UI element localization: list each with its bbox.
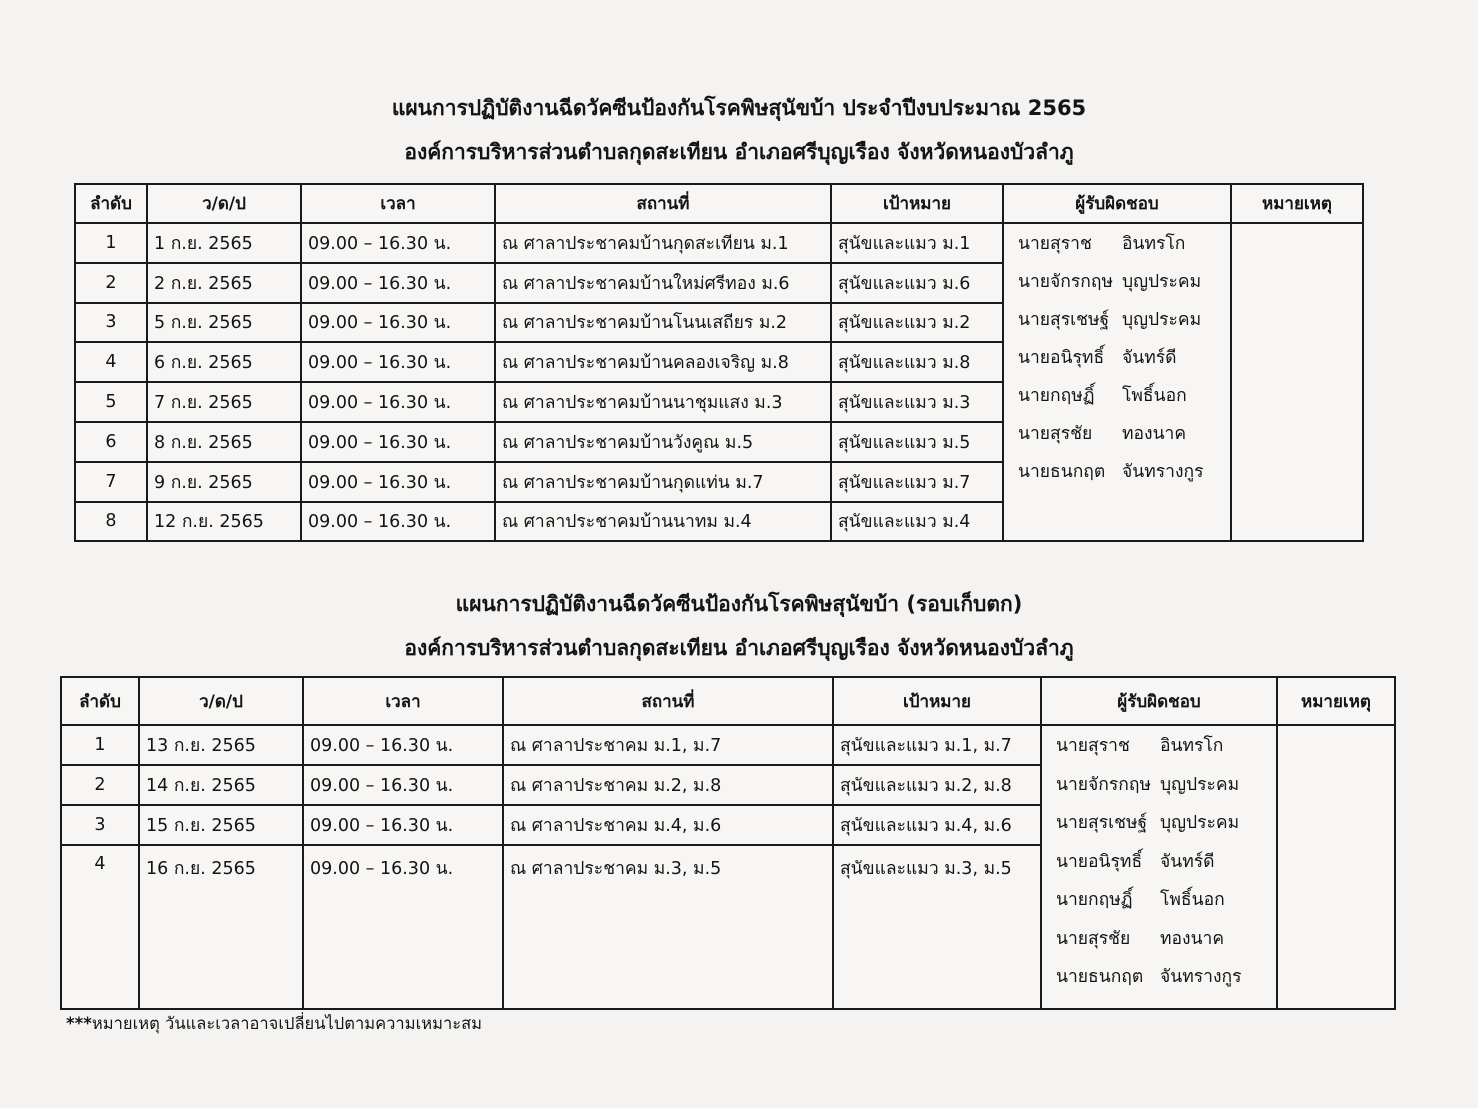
header-order: ลำดับ <box>75 184 147 223</box>
order-cell: 5 <box>75 382 147 422</box>
responsible-first-name: นายธนกฤต <box>1056 967 1144 988</box>
time-cell: 09.00 – 16.30 น. <box>301 502 495 542</box>
responsible-last-name: จันทร์ดี <box>1160 851 1215 872</box>
plan1-header-row <box>75 184 1363 223</box>
target-cell: สุนัขและแมว ม.4, ม.6 <box>833 805 1041 845</box>
header-time: เวลา <box>301 184 495 223</box>
responsible-cell <box>1003 223 1231 541</box>
place-cell: ณ ศาลาประชาคม ม.1, ม.7 <box>503 725 833 765</box>
place-cell: ณ ศาลาประชาคมบ้านวังคูณ ม.5 <box>495 422 831 462</box>
order-cell: 8 <box>75 502 147 542</box>
plan1-title-line1: แผนการปฏิบัติงานฉีดวัคซีนป้องกันโรคพิษสุนัขบ้า ประจำปีงบประมาณ 2565 <box>391 96 1087 120</box>
header-date: ว/ด/ป <box>147 184 301 223</box>
date-cell: 16 ก.ย. 2565 <box>139 845 303 1009</box>
order-cell: 3 <box>61 805 139 845</box>
responsible-first-name: นายสุราช <box>1018 234 1092 254</box>
footnote-stars: *** <box>66 1014 92 1033</box>
target-cell: สุนัขและแมว ม.3 <box>831 382 1003 422</box>
responsible-first-name: นายกฤษฏิ์ <box>1018 386 1095 406</box>
responsible-last-name: จันทรางกูร <box>1160 967 1242 988</box>
order-cell: 4 <box>61 845 139 1009</box>
responsible-person <box>1048 765 1270 804</box>
responsible-last-name: ทองนาค <box>1122 424 1187 444</box>
header-remark: หมายเหตุ <box>1277 677 1395 725</box>
date-cell: 6 ก.ย. 2565 <box>147 342 301 382</box>
place-cell: ณ ศาลาประชาคมบ้านโนนเสถียร ม.2 <box>495 303 831 343</box>
responsible-last-name: บุญประคม <box>1160 813 1240 834</box>
target-cell: สุนัขและแมว ม.1, ม.7 <box>833 725 1041 765</box>
order-cell: 1 <box>75 223 147 263</box>
place-cell: ณ ศาลาประชาคมบ้านคลองเจริญ ม.8 <box>495 342 831 382</box>
responsible-first-name: นายสุรชัย <box>1018 424 1093 444</box>
remark-cell <box>1231 223 1363 541</box>
footnote <box>66 1011 482 1037</box>
place-cell: ณ ศาลาประชาคมบ้านกุดสะเทียน ม.1 <box>495 223 831 263</box>
date-cell: 2 ก.ย. 2565 <box>147 263 301 303</box>
time-cell: 09.00 – 16.30 น. <box>301 342 495 382</box>
header-place: สถานที่ <box>495 184 831 223</box>
date-cell: 9 ก.ย. 2565 <box>147 462 301 502</box>
date-cell: 14 ก.ย. 2565 <box>139 765 303 805</box>
header-place: สถานที่ <box>503 677 833 725</box>
responsible-person <box>1048 957 1270 996</box>
target-cell: สุนัขและแมว ม.3, ม.5 <box>833 845 1041 1009</box>
responsible-person <box>1010 224 1224 262</box>
responsible-first-name: นายสุรเชษฐ์ <box>1056 813 1148 834</box>
plan2-rows <box>61 725 1395 1009</box>
plan1-schedule-table <box>74 183 1364 542</box>
responsible-person <box>1010 262 1224 300</box>
target-cell: สุนัขและแมว ม.5 <box>831 422 1003 462</box>
plan2-title-line1: แผนการปฏิบัติงานฉีดวัคซีนป้องกันโรคพิษสุนัขบ้า (รอบเก็บตก) <box>455 592 1023 616</box>
order-cell: 2 <box>61 765 139 805</box>
place-cell: ณ ศาลาประชาคมบ้านนาชุมแสง ม.3 <box>495 382 831 422</box>
place-cell: ณ ศาลาประชาคมบ้านใหม่ศรีทอง ม.6 <box>495 263 831 303</box>
responsible-last-name: โพธิ์นอก <box>1160 890 1225 911</box>
target-cell: สุนัขและแมว ม.8 <box>831 342 1003 382</box>
target-cell: สุนัขและแมว ม.4 <box>831 502 1003 542</box>
time-cell: 09.00 – 16.30 น. <box>303 845 503 1009</box>
responsible-last-name: โพธิ์นอก <box>1122 386 1187 406</box>
responsible-first-name: นายสุรชัย <box>1056 928 1131 949</box>
responsible-last-name: ทองนาค <box>1160 928 1225 949</box>
table-row <box>75 223 1363 263</box>
responsible-first-name: นายจักรกฤษ <box>1018 272 1114 292</box>
responsible-person <box>1048 919 1270 958</box>
header-responsible: ผู้รับผิดชอบ <box>1041 677 1277 725</box>
order-cell: 6 <box>75 422 147 462</box>
place-cell: ณ ศาลาประชาคมบ้านกุดแท่น ม.7 <box>495 462 831 502</box>
time-cell: 09.00 – 16.30 น. <box>303 805 503 845</box>
responsible-person <box>1048 726 1270 765</box>
responsible-last-name: จันทร์ดี <box>1122 348 1177 368</box>
target-cell: สุนัขและแมว ม.2, ม.8 <box>833 765 1041 805</box>
time-cell: 09.00 – 16.30 น. <box>301 263 495 303</box>
time-cell: 09.00 – 16.30 น. <box>301 223 495 263</box>
responsible-person <box>1048 803 1270 842</box>
order-cell: 2 <box>75 263 147 303</box>
date-cell: 5 ก.ย. 2565 <box>147 303 301 343</box>
order-cell: 1 <box>61 725 139 765</box>
footnote-text: หมายเหตุ วันและเวลาอาจเปลี่ยนไปตามความเหมาะสม <box>91 1014 483 1033</box>
responsible-last-name: จันทรางกูร <box>1122 462 1204 482</box>
responsible-last-name: บุญประคม <box>1122 310 1202 330</box>
responsible-person <box>1010 414 1224 452</box>
header-time: เวลา <box>303 677 503 725</box>
time-cell: 09.00 – 16.30 น. <box>301 422 495 462</box>
responsible-person <box>1048 880 1270 919</box>
plan2-header-row <box>61 677 1395 725</box>
responsible-first-name: นายกฤษฏิ์ <box>1056 890 1133 911</box>
responsible-first-name: นายสุราช <box>1056 736 1130 757</box>
header-order: ลำดับ <box>61 677 139 725</box>
target-cell: สุนัขและแมว ม.1 <box>831 223 1003 263</box>
responsible-person <box>1048 842 1270 881</box>
place-cell: ณ ศาลาประชาคม ม.3, ม.5 <box>503 845 833 1009</box>
table-row <box>61 725 1395 765</box>
date-cell: 1 ก.ย. 2565 <box>147 223 301 263</box>
responsible-cell <box>1041 725 1277 1009</box>
plan1-rows <box>75 223 1363 541</box>
plan2-title-line2: องค์การบริหารส่วนตำบลกุดสะเทียน อำเภอศรีบุญเรือง จังหวัดหนองบัวลำภู <box>404 636 1074 660</box>
order-cell: 3 <box>75 303 147 343</box>
plan1-title-line2: องค์การบริหารส่วนตำบลกุดสะเทียน อำเภอศรีบุญเรือง จังหวัดหนองบัวลำภู <box>404 140 1074 164</box>
date-cell: 13 ก.ย. 2565 <box>139 725 303 765</box>
date-cell: 15 ก.ย. 2565 <box>139 805 303 845</box>
remark-cell <box>1277 725 1395 1009</box>
place-cell: ณ ศาลาประชาคม ม.4, ม.6 <box>503 805 833 845</box>
date-cell: 7 ก.ย. 2565 <box>147 382 301 422</box>
header-date: ว/ด/ป <box>139 677 303 725</box>
time-cell: 09.00 – 16.30 น. <box>303 765 503 805</box>
responsible-person <box>1010 452 1224 490</box>
time-cell: 09.00 – 16.30 น. <box>301 303 495 343</box>
plan2-schedule-table <box>60 676 1396 1010</box>
time-cell: 09.00 – 16.30 น. <box>301 462 495 502</box>
responsible-person <box>1010 376 1224 414</box>
responsible-last-name: อินทรโก <box>1122 234 1186 254</box>
responsible-person <box>1010 300 1224 338</box>
responsible-last-name: บุญประคม <box>1160 774 1240 795</box>
time-cell: 09.00 – 16.30 น. <box>303 725 503 765</box>
header-target: เป้าหมาย <box>833 677 1041 725</box>
responsible-first-name: นายสุรเชษฐ์ <box>1018 310 1110 330</box>
responsible-first-name: นายอนิรุทธิ์ <box>1018 348 1105 368</box>
time-cell: 09.00 – 16.30 น. <box>301 382 495 422</box>
responsible-last-name: อินทรโก <box>1160 736 1224 757</box>
header-target: เป้าหมาย <box>831 184 1003 223</box>
responsible-person <box>1010 338 1224 376</box>
date-cell: 8 ก.ย. 2565 <box>147 422 301 462</box>
order-cell: 7 <box>75 462 147 502</box>
place-cell: ณ ศาลาประชาคม ม.2, ม.8 <box>503 765 833 805</box>
responsible-first-name: นายอนิรุทธิ์ <box>1056 851 1143 872</box>
responsible-last-name: บุญประคม <box>1122 272 1202 292</box>
target-cell: สุนัขและแมว ม.7 <box>831 462 1003 502</box>
header-responsible: ผู้รับผิดชอบ <box>1003 184 1231 223</box>
place-cell: ณ ศาลาประชาคมบ้านนาทม ม.4 <box>495 502 831 542</box>
responsible-first-name: นายธนกฤต <box>1018 462 1106 482</box>
responsible-first-name: นายจักรกฤษ <box>1056 774 1152 795</box>
order-cell: 4 <box>75 342 147 382</box>
date-cell: 12 ก.ย. 2565 <box>147 502 301 542</box>
target-cell: สุนัขและแมว ม.2 <box>831 303 1003 343</box>
target-cell: สุนัขและแมว ม.6 <box>831 263 1003 303</box>
header-remark: หมายเหตุ <box>1231 184 1363 223</box>
